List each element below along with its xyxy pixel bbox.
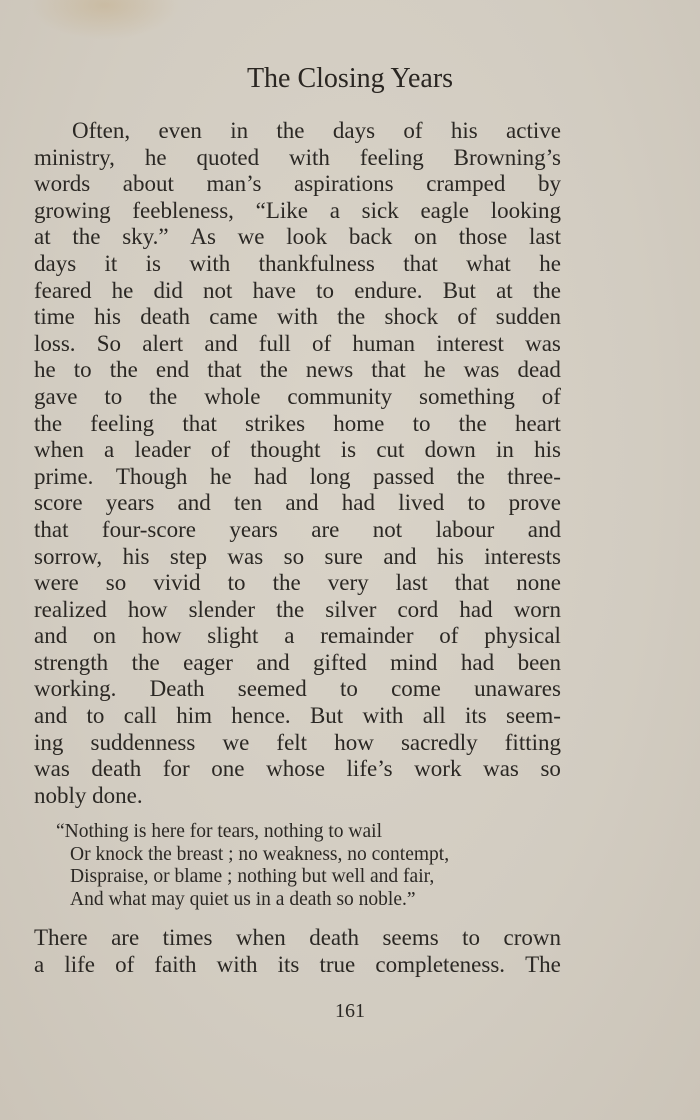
word: endure.	[354, 277, 423, 303]
text-line	[34, 490, 561, 517]
word: of	[457, 304, 477, 330]
word: completeness.	[375, 951, 506, 977]
word: had	[459, 596, 493, 622]
word: sacredly	[400, 729, 478, 755]
word: that	[454, 570, 490, 596]
word: interests	[484, 543, 561, 569]
text-line	[34, 251, 561, 278]
word: the	[458, 410, 487, 436]
word: crown	[503, 925, 561, 950]
word: But	[309, 703, 344, 729]
word: the	[149, 383, 178, 409]
word: the	[272, 570, 301, 596]
text-line	[34, 597, 561, 624]
word: and	[204, 330, 238, 356]
word: back	[348, 224, 393, 250]
main-paragraph	[34, 118, 561, 809]
word: days	[34, 250, 77, 276]
word: slender	[188, 596, 255, 622]
word: Death	[149, 676, 205, 702]
word: are	[311, 516, 340, 542]
word: and	[34, 703, 68, 729]
word: and	[285, 490, 319, 516]
word: the	[131, 649, 160, 675]
word: his	[122, 543, 150, 569]
word: with	[216, 951, 258, 977]
text-line	[34, 331, 561, 358]
text-line-last: nobly done.	[34, 782, 143, 808]
text-line	[34, 544, 561, 571]
word: are	[111, 925, 140, 950]
word: time	[34, 304, 75, 330]
word: physical	[484, 623, 561, 649]
word: of	[439, 623, 459, 649]
text-line	[34, 437, 561, 464]
quote-line: Or knock the breast ; no weakness, no contempt,	[70, 843, 450, 865]
word: whose	[266, 756, 325, 782]
word: suddenness	[90, 729, 196, 755]
word: come	[391, 676, 441, 702]
word: with	[189, 250, 231, 276]
word: feeling	[359, 144, 424, 170]
word: he	[209, 463, 232, 489]
word: was	[525, 330, 561, 356]
word: gifted	[313, 649, 367, 675]
word: he	[539, 250, 561, 276]
word: had	[254, 463, 288, 489]
word: that	[34, 516, 69, 542]
word: to	[227, 570, 246, 596]
word: strength	[34, 649, 109, 675]
word: cut	[376, 437, 405, 463]
word: realized	[34, 596, 107, 622]
word: Often,	[72, 118, 131, 143]
word: seems	[382, 925, 439, 950]
word: of	[403, 118, 423, 143]
word: of	[210, 437, 231, 463]
word: four-score	[101, 516, 196, 542]
word: thankfulness	[258, 250, 375, 276]
word: death	[309, 925, 360, 950]
running-head: The Closing Years	[246, 63, 454, 94]
word: to	[86, 703, 105, 729]
word: aspirations	[293, 171, 394, 197]
text-line	[34, 118, 561, 145]
word: silver	[325, 596, 377, 622]
word: was	[34, 756, 70, 782]
following-paragraph	[34, 925, 561, 978]
text-line	[34, 952, 561, 979]
word: of	[311, 330, 332, 356]
word: active	[506, 118, 561, 143]
word: three-	[507, 463, 561, 489]
word: down	[424, 437, 476, 463]
word: The	[525, 951, 561, 977]
word: at	[496, 277, 513, 303]
word: death	[91, 756, 142, 782]
word: and	[256, 649, 290, 675]
word: did	[153, 277, 183, 303]
word: cramped	[426, 171, 506, 197]
word: lived	[398, 490, 445, 516]
word: looking	[490, 197, 561, 223]
word: him	[176, 703, 212, 729]
word: ing	[34, 729, 64, 755]
word: sick	[361, 197, 399, 223]
word: on	[413, 224, 437, 250]
word: news	[305, 357, 354, 383]
word: life’s	[346, 756, 393, 782]
word: had	[341, 490, 375, 516]
word: a	[284, 623, 295, 649]
word: his	[534, 437, 561, 463]
word: a	[104, 437, 115, 463]
word: last	[395, 570, 428, 596]
word: score	[34, 490, 83, 516]
word: his	[437, 543, 464, 569]
word: his	[450, 118, 478, 143]
word: community	[287, 383, 393, 409]
word: fitting	[504, 729, 561, 755]
word: end	[155, 357, 190, 383]
word: long	[309, 463, 351, 489]
word: so	[540, 756, 561, 782]
word: working.	[34, 676, 117, 702]
word: death	[140, 304, 191, 330]
word: feebleness,	[132, 197, 234, 223]
word: step	[169, 543, 207, 569]
word: passed	[372, 463, 435, 489]
text-line	[34, 676, 561, 703]
word: a	[329, 197, 340, 223]
word: that	[403, 250, 438, 276]
paper-stain	[30, 0, 180, 40]
word: whole	[204, 383, 261, 409]
verse-quote	[56, 821, 556, 911]
text-line	[34, 145, 561, 172]
word: strikes	[245, 410, 306, 436]
word: when	[235, 925, 286, 950]
word: Though	[115, 463, 188, 489]
word: we	[237, 224, 265, 250]
word: were	[34, 570, 79, 596]
word: growing	[34, 197, 111, 223]
word: is	[145, 250, 162, 276]
word: been	[517, 649, 561, 675]
word: of	[115, 951, 135, 977]
word: sorrow,	[34, 543, 103, 569]
text-line	[34, 570, 561, 597]
word: “Like	[255, 197, 309, 223]
word: full	[258, 330, 291, 356]
word: ten	[233, 490, 263, 516]
word: feeling	[90, 410, 155, 436]
word: labour	[435, 516, 495, 542]
text-line	[34, 623, 561, 650]
word: is	[340, 437, 357, 463]
word: times	[162, 925, 213, 950]
word: was	[227, 543, 264, 569]
word: to	[412, 410, 431, 436]
word: so	[105, 570, 127, 596]
word: was	[463, 357, 500, 383]
text-line	[34, 411, 561, 438]
word: in	[496, 437, 514, 463]
word: he	[423, 357, 446, 383]
word: to	[104, 383, 123, 409]
quote-line: And what may quiet us in a death so noble.”	[70, 888, 416, 910]
word: seem-	[506, 703, 561, 729]
word: mind	[390, 649, 438, 675]
word: the	[532, 277, 561, 303]
word: call	[123, 703, 157, 729]
word: alert	[142, 330, 184, 356]
word: and	[34, 623, 68, 649]
word: was	[483, 756, 519, 782]
word: hence.	[231, 703, 291, 729]
word: years	[229, 516, 278, 542]
word: prime.	[34, 463, 94, 489]
word: the	[456, 463, 485, 489]
word: thought	[250, 437, 321, 463]
word: days	[332, 118, 376, 143]
word: with	[362, 703, 404, 729]
word: vivid	[153, 570, 201, 596]
word: that	[182, 410, 217, 436]
word: work	[414, 756, 462, 782]
word: so	[283, 543, 305, 569]
word: not	[372, 516, 403, 542]
word: on	[93, 623, 117, 649]
word: how	[334, 729, 374, 755]
word: it	[104, 250, 118, 276]
word: its	[464, 703, 487, 729]
word: slight	[207, 623, 259, 649]
text-line	[34, 650, 561, 677]
word: seemed	[237, 676, 307, 702]
word: of	[541, 383, 561, 409]
word: and	[383, 543, 417, 569]
word: true	[319, 951, 356, 977]
word: all	[422, 703, 446, 729]
word: faith	[154, 951, 197, 977]
text-line	[34, 304, 561, 331]
word: sudden	[495, 304, 561, 330]
word: loss.	[34, 330, 76, 356]
word: and	[527, 516, 561, 542]
word: not	[203, 277, 233, 303]
word: remainder	[320, 623, 414, 649]
text-line	[34, 517, 561, 544]
word: the	[34, 410, 63, 436]
word: to	[467, 490, 486, 516]
word: years	[105, 490, 155, 516]
word: But	[442, 277, 476, 303]
word: had	[460, 649, 495, 675]
quote-line: Dispraise, or blame ; nothing but well and fair,	[70, 866, 435, 887]
quote-line: “Nothing is here for tears, nothing to wail	[56, 821, 383, 842]
word: heart	[514, 410, 561, 436]
word: cord	[397, 596, 439, 622]
word: last	[529, 224, 561, 250]
text-line	[34, 464, 561, 491]
word: man’s	[206, 171, 262, 197]
word: ministry,	[34, 144, 115, 170]
word: something	[419, 383, 515, 409]
word: his	[94, 304, 121, 330]
word: human	[352, 330, 415, 356]
text-line	[34, 357, 561, 384]
word: sure	[324, 543, 363, 569]
word: eagle	[420, 197, 469, 223]
word: he	[111, 277, 134, 303]
word: he	[34, 357, 56, 383]
word: There	[34, 925, 88, 950]
word: a	[34, 951, 45, 977]
word: look	[286, 224, 328, 250]
word: with	[277, 304, 318, 330]
word: So	[96, 330, 122, 356]
word: in	[230, 118, 249, 143]
word: the	[259, 357, 288, 383]
text-line	[34, 925, 561, 952]
word: As	[190, 224, 216, 250]
word: the	[276, 596, 305, 622]
word: the	[72, 224, 101, 250]
word: the	[109, 357, 138, 383]
word: one	[211, 756, 245, 782]
text-line	[34, 278, 561, 305]
word: about	[122, 171, 174, 197]
text-line	[34, 730, 561, 757]
word: for	[162, 756, 190, 782]
word: and	[177, 490, 211, 516]
text-line	[34, 384, 561, 411]
text-line	[34, 224, 561, 251]
word: how	[127, 596, 168, 622]
word: to	[316, 277, 335, 303]
word: unawares	[474, 676, 561, 702]
word: sky.”	[122, 224, 169, 250]
word: at	[34, 224, 51, 250]
word: how	[141, 623, 182, 649]
word: life	[64, 951, 95, 977]
word: that	[207, 357, 242, 383]
word: interest	[436, 330, 504, 356]
word: shock	[384, 304, 439, 330]
word: leader	[134, 437, 191, 463]
word: those	[458, 224, 508, 250]
word: its	[277, 951, 300, 977]
word: by	[537, 171, 561, 197]
word: worn	[513, 596, 561, 622]
word: very	[327, 570, 369, 596]
word: the	[337, 304, 366, 330]
word: with	[289, 144, 330, 170]
word: gave	[34, 383, 78, 409]
word: what	[466, 250, 511, 276]
text-line	[34, 703, 561, 730]
word: feared	[34, 277, 92, 303]
word: the	[276, 118, 305, 143]
word: Browning’s	[453, 144, 561, 170]
text-line	[34, 756, 561, 783]
word: he	[144, 144, 167, 170]
word: came	[209, 304, 258, 330]
word: home	[333, 410, 385, 436]
word: to	[462, 925, 481, 950]
word: quoted	[196, 144, 260, 170]
word: even	[158, 118, 202, 143]
word: dead	[517, 357, 561, 383]
text-line	[34, 198, 561, 225]
word: when	[34, 437, 84, 463]
word: words	[34, 171, 91, 197]
word: to	[73, 357, 92, 383]
word: to	[339, 676, 358, 702]
word: have	[252, 277, 296, 303]
word: we	[222, 729, 250, 755]
word: that	[371, 357, 406, 383]
text-line	[34, 171, 561, 198]
word: prove	[508, 490, 561, 516]
word: felt	[276, 729, 308, 755]
page-number: 161	[335, 1000, 365, 1022]
word: eager	[183, 649, 233, 675]
word: none	[516, 570, 561, 596]
